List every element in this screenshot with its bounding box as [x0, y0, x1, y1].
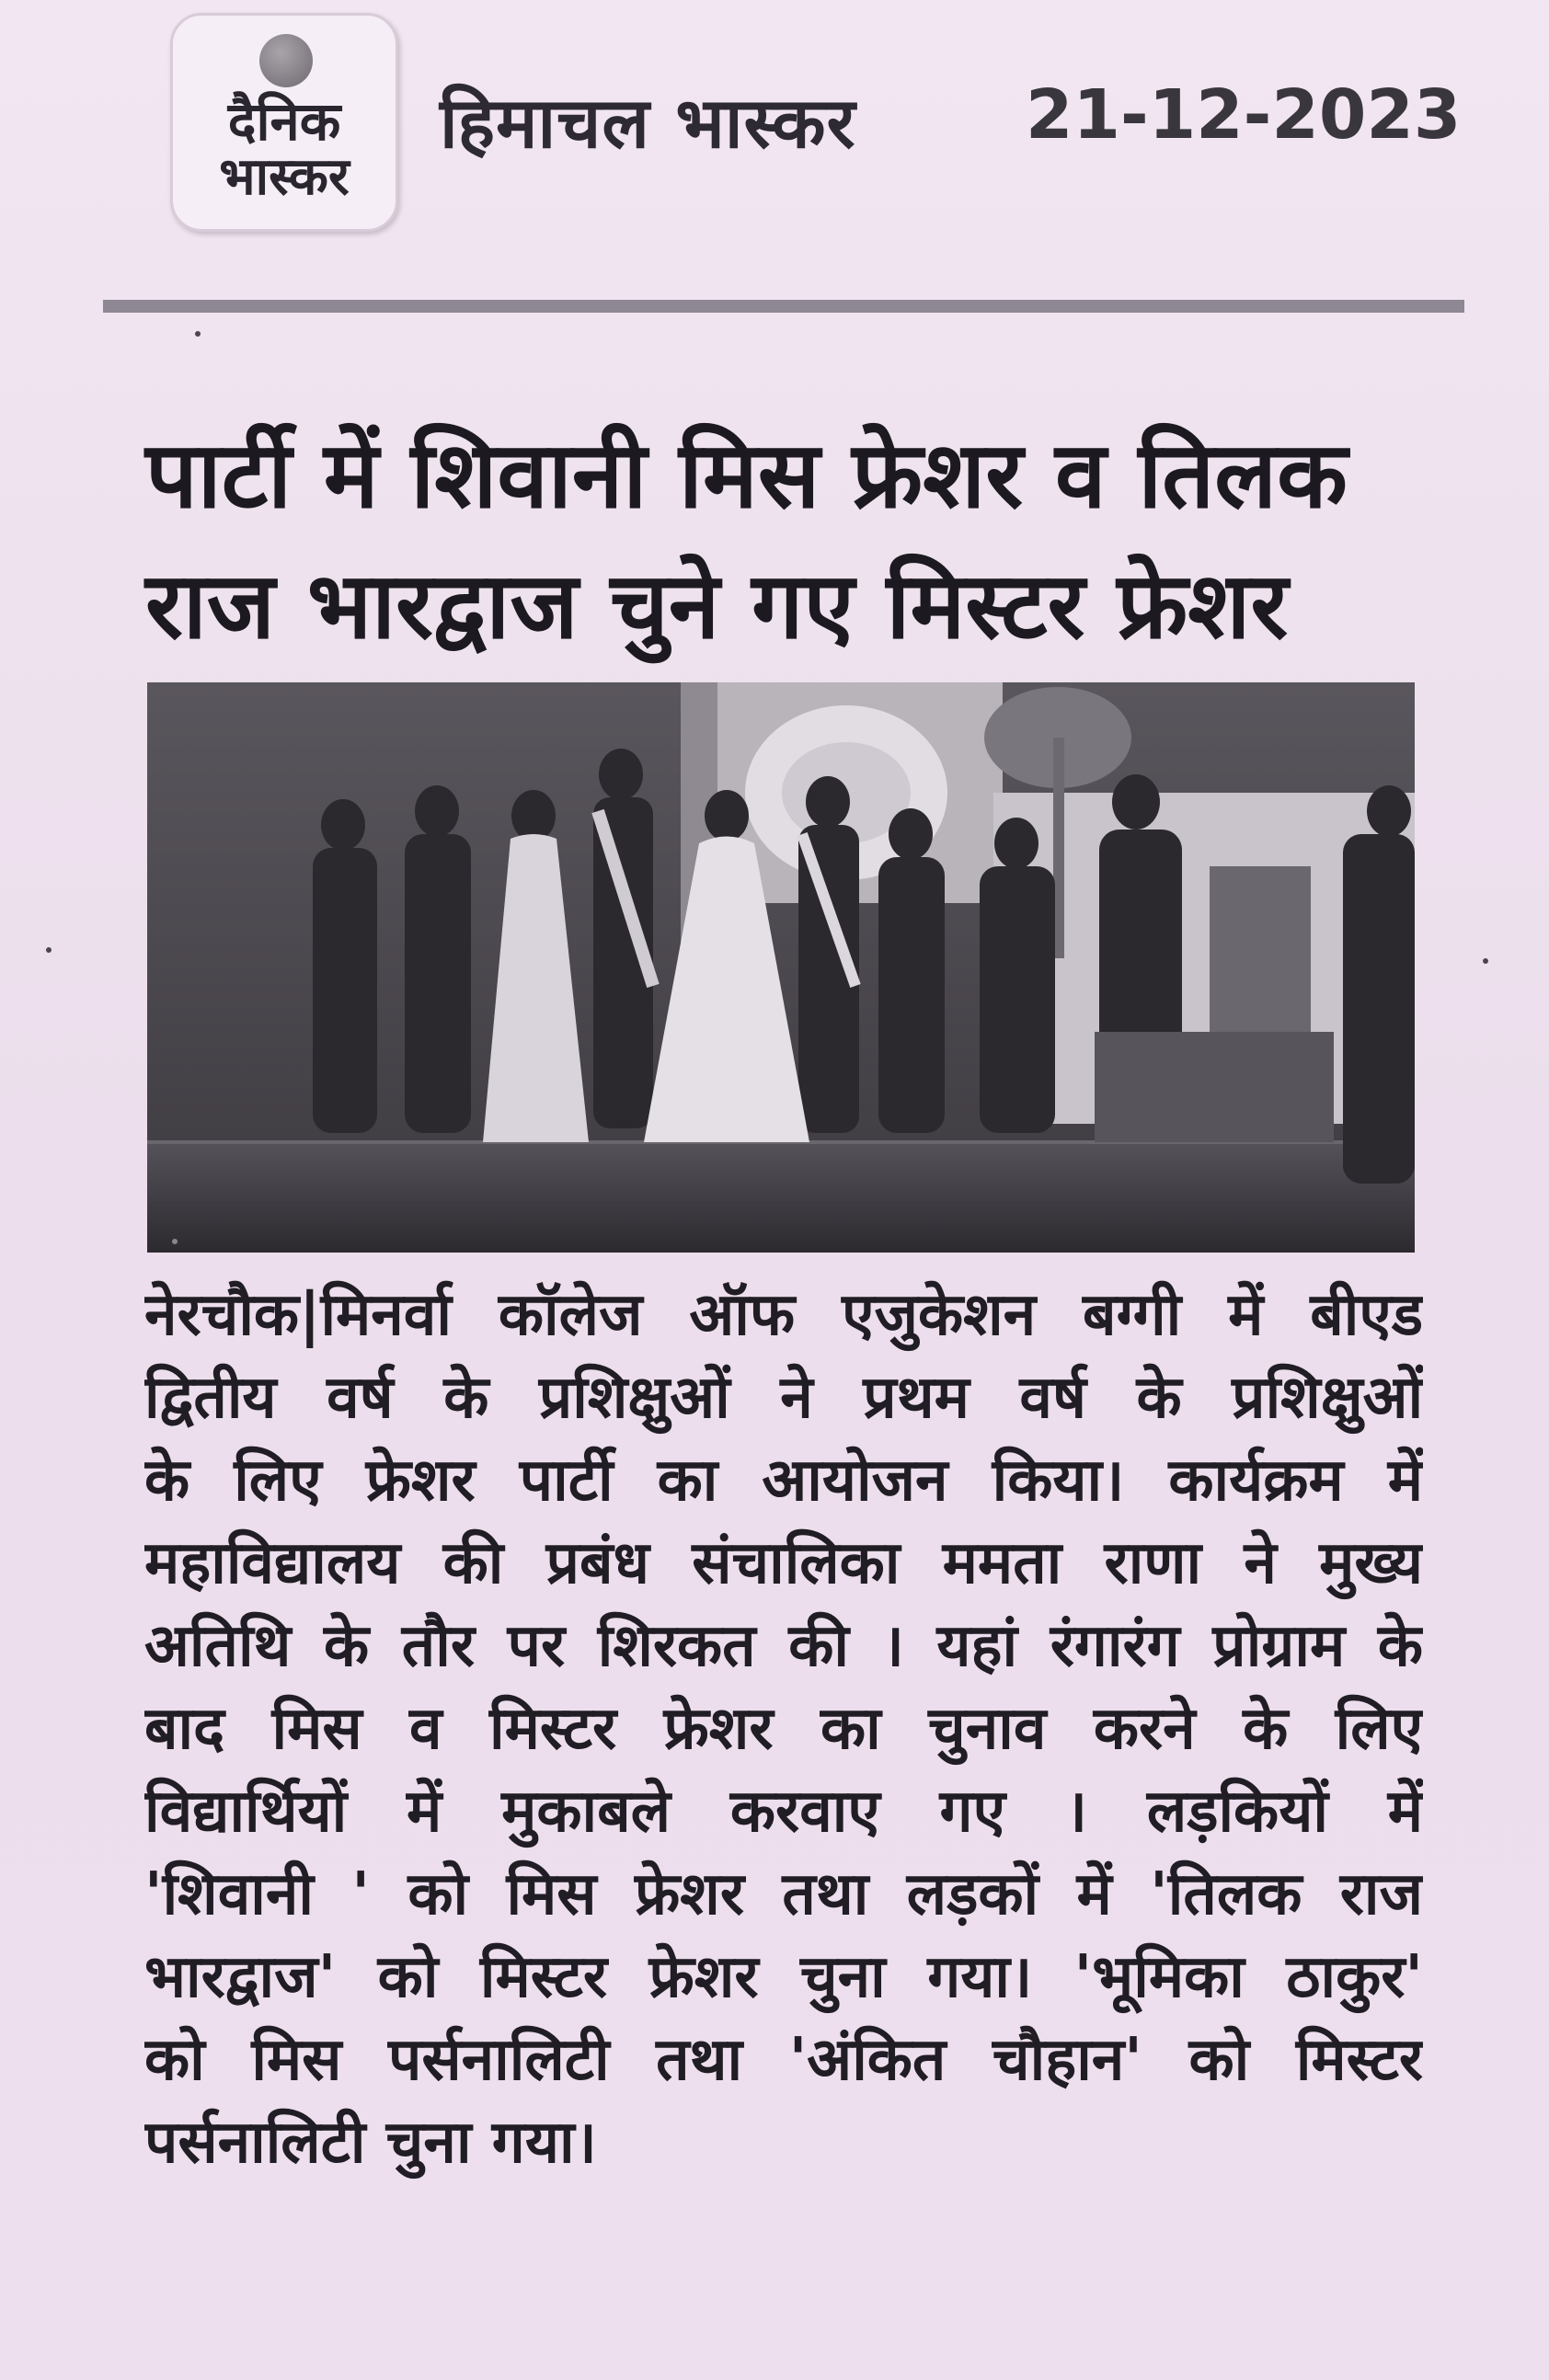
body-line-5: अतिथि के तौर पर शिरकत की । यहां रंगारंग प्रोग्राम के: [144, 1612, 1423, 1680]
body-line-7: विद्यार्थियों में मुकाबले करवाए गए । लड़कियों में: [144, 1778, 1423, 1846]
body-line-9: भारद्वाज' को मिस्टर फ्रेशर चुना गया। 'भूमिका ठाकुर': [144, 1943, 1423, 2011]
article-headline: [145, 410, 1424, 671]
logo-text-line1: दैनिक: [227, 90, 341, 153]
group-photo-illustration: [147, 682, 1415, 1253]
event-photo: [147, 682, 1415, 1253]
masthead-divider: [103, 300, 1464, 313]
body-line-2: द्वितीय वर्ष के प्रशिक्षुओं ने प्रथम वर्ष के प्रशिक्षुओं: [144, 1364, 1423, 1432]
logo-sun-icon: [259, 34, 313, 87]
body-line-4: महाविद्यालय की प्रबंध संचालिका ममता राणा ने मुख्य: [144, 1529, 1423, 1597]
dainik-bhaskar-logo: [170, 13, 398, 232]
headline-line-1: पार्टी में शिवानी मिस फ्रेशर व तिलक: [145, 421, 1348, 529]
print-speck: [195, 331, 201, 337]
newspaper-name: हिमाचल भास्कर: [440, 82, 856, 164]
logo-text-line2: भास्कर: [219, 147, 350, 207]
body-line-8: 'शिवानी ' को मिस फ्रेशर तथा लड़कों में 'तिलक राज: [144, 1860, 1423, 1928]
print-speck: [1483, 958, 1488, 964]
body-line-1: नेरचौक|मिनर्वा कॉलेज ऑफ एजुकेशन बग्गी में बीएड: [144, 1281, 1423, 1349]
body-line-11: पर्सनालिटी चुना गया।: [144, 2109, 597, 2177]
headline-line-2: राज भारद्वाज चुने गए मिस्टर फ्रेशर: [145, 552, 1289, 659]
publication-date: 21-12-2023: [1026, 75, 1462, 154]
body-line-3: के लिए फ्रेशर पार्टी का आयोजन किया। कार्यक्रम में: [144, 1447, 1423, 1515]
article-body: [144, 1274, 1423, 2184]
print-speck: [46, 947, 52, 953]
body-line-6: बाद मिस व मिस्टर फ्रेशर का चुनाव करने के लिए: [144, 1695, 1423, 1763]
body-line-10: को मिस पर्सनालिटी तथा 'अंकित चौहान' को मिस्टर: [144, 2026, 1423, 2094]
